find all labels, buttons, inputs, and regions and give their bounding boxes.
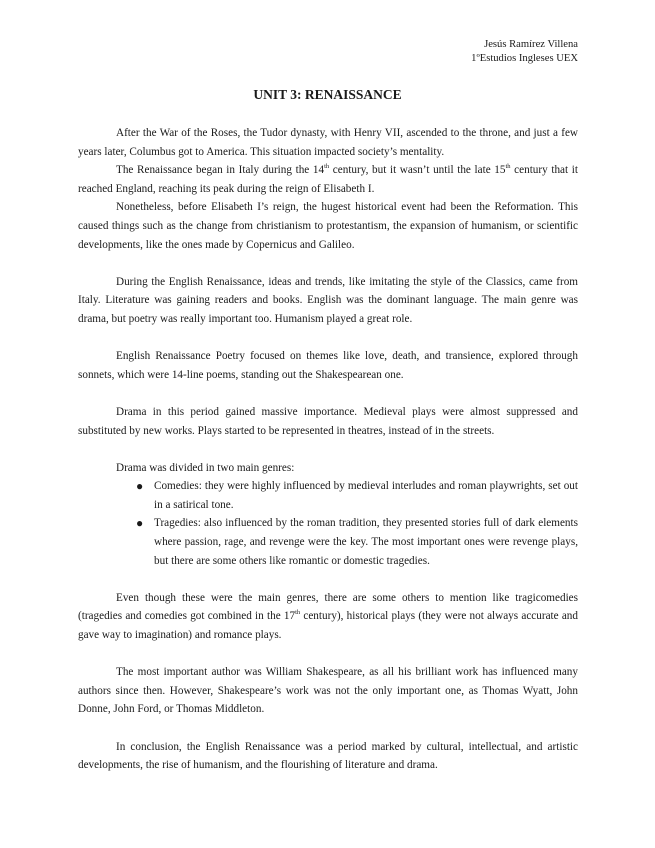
paragraph-drama: Drama in this period gained massive importance. Medieval plays were almost suppressed and substituted by new works. Plays started to be represented in theatres, instead of in the streets. (78, 405, 578, 437)
paragraph-english-renaissance: During the English Renaissance, ideas and trends, like imitating the style of the Classics, came from Italy. Literature was gaining readers and books. English was the dominant language. The main genre was drama, but poetry was really important too. Humanism played a great role. (78, 275, 578, 325)
bullet-icon: ● (136, 479, 144, 494)
document-body (78, 124, 578, 775)
text-run: century), historical plays (they were not always accurate and gave way to imagination) and romance plays. (78, 610, 578, 642)
list-item-text: Comedies: they were highly influenced by medieval interludes and roman playwrights, set out in a satirical tone. (154, 480, 578, 511)
author-name: Jesús Ramírez Villena (484, 39, 578, 50)
genre-list (78, 477, 578, 570)
text-run: Even though these were the main genres, there are some others to mention like tragicomedies (tragedies and comedies got combined in the 17 (78, 591, 578, 623)
paragraph-other-genres (78, 589, 578, 645)
superscript: th (324, 163, 330, 171)
paragraph-poetry: English Renaissance Poetry focused on themes like love, death, and transience, explored through sonnets, which were 14-line poems, standing out the Shakespearean one. (78, 350, 578, 381)
paragraph-renaissance-start (78, 161, 578, 198)
list-item-text: Tragedies: also influenced by the roman tradition, they presented stories full of dark elements where passion, rage, and revenge were the key. The most important ones were revenge plays, but there are some others like romantic or domestic tragedies. (154, 517, 578, 567)
paragraph-shakespeare: The most important author was William Shakespeare, as all his brilliant work has influenced many authors since then. However, Shakespeare’s work was not the only important one, as Thomas Wyatt, John Donne, John Ford, or Thomas Middleton. (78, 666, 578, 716)
superscript: th (505, 163, 511, 171)
text-run: century, but it wasn’t until the late 15 (329, 164, 506, 177)
paragraph-reformation: Nonetheless, before Elisabeth I’s reign, the hugest historical event had been the Reformation. This caused things such as the change from christianism to protestantism, the expansion of humanism, or scientific developments, like the ones made by Copernicus and Galileo. (78, 201, 578, 251)
bullet-icon: ● (136, 516, 144, 531)
document-header (471, 38, 578, 66)
paragraph-intro: After the War of the Roses, the Tudor dynasty, with Henry VII, ascended to the throne, and just a few years later, Columbus got to America. This situation impacted society’s mentality. (78, 127, 578, 158)
paragraph-conclusion: In conclusion, the English Renaissance was a period marked by cultural, intellectual, and artistic developments, the rise of humanism, and the flourishing of literature and drama. (78, 740, 578, 772)
paragraph-drama-genres-intro: Drama was divided in two main genres: (116, 461, 295, 474)
course-name: 1ºEstudios Ingleses UEX (471, 53, 578, 64)
page-title: UNIT 3: RENAISSANCE (253, 87, 402, 102)
superscript: th (295, 609, 301, 617)
text-run: The Renaissance began in Italy during the 14 (116, 164, 325, 177)
text-run: century that it reached England, reaching its peak during the reign of Elisabeth I. (78, 164, 578, 195)
list-item (78, 514, 578, 570)
list-item (78, 477, 578, 514)
